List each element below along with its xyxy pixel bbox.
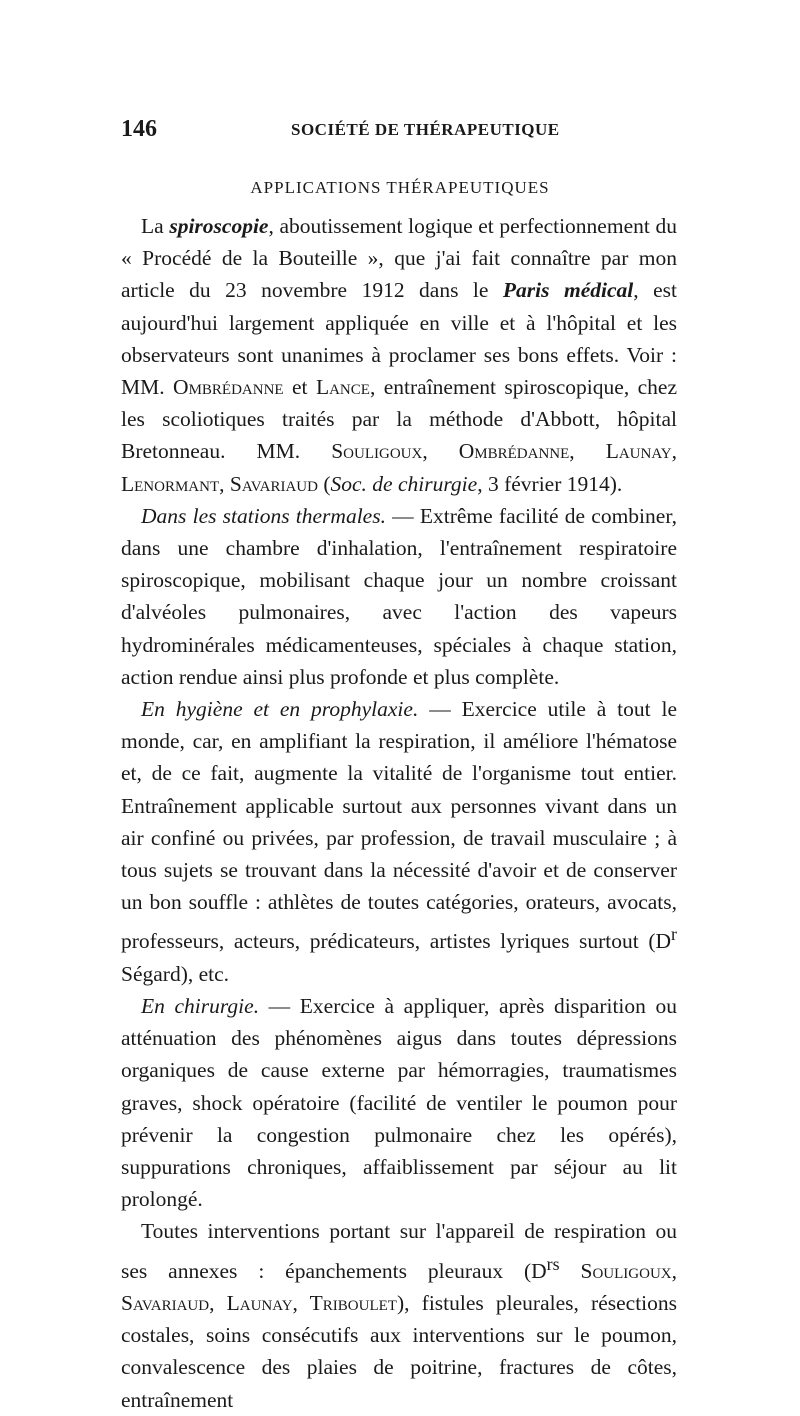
text-run: — Extrême facilité de combiner, dans une chambre d'inhalation, l'entraînement respiratoire spiroscopique, mobilisant chaque jour un nombre croissant d'alvéoles pulmonaires, avec l'action des vapeurs hydrominérales médicamenteuses, spéciales à chaque station, action rendue ainsi plus profonde et plus complète. — [121, 503, 677, 689]
subsection-heading: En hygiène et en prophylaxie. — [141, 697, 419, 722]
author-names: Souligoux, Ombrédanne, Launay, Lenormant, Savariaud — [121, 439, 677, 496]
text-run: , est aujourd'hui largement appliquée en ville et à l'hôpital et les observateurs sont unanimes à proclamer ses bons effets. Voir : MM. — [121, 278, 677, 400]
text-run: , aboutissement logique et perfectionnement du « Procédé de la Bouteille », que j'ai fait connaître par mon article du 23 novembre 1912 dans le — [121, 214, 677, 303]
section-title: APPLICATIONS THÉRAPEUTIQUES — [250, 178, 550, 197]
author-name: Ombrédanne — [173, 375, 284, 400]
superscript: rs — [546, 1253, 560, 1274]
paragraph-chirurgie — [121, 990, 677, 1215]
paragraph-spiroscopie — [121, 210, 677, 500]
page-header — [121, 116, 677, 146]
journal-name: Soc. de chirurgie — [330, 471, 478, 496]
text-run: Ségard), etc. — [121, 961, 230, 986]
subsection-heading: Dans les stations thermales. — [141, 503, 386, 528]
text-run: — Exercice à appliquer, après disparition ou atténuation des phénomènes aigus dans toutes dépressions organiques de cause externe par hémorragies, traumatismes graves, shock opératoire (facilité de ventiler le poumon pour prévenir la congestion pulmonaire chez les opérés), suppurations chroniques, affaiblissement par séjour au lit prolongé. — [121, 994, 677, 1212]
text-run — [560, 1259, 581, 1283]
subsection-heading: En chirurgie. — [141, 994, 260, 1019]
text-run: — Exercice utile à tout le monde, car, en amplifiant la respiration, il améliore l'hématose et, de ce fait, augmente la vitalité de l'organisme tout entier. Entraînement applicable surtout aux personnes vivant dans un air confiné ou privées, par profession, de travail musculaire ; à tous sujets se trouvant dans la nécessité d'avoir et de conserver un bon souffle : athlètes de toutes catégories, orateurs, avocats, professeurs, acteurs, prédicateurs, artistes lyriques surtout (D — [121, 697, 678, 954]
author-names: Souligoux, Savariaud, Launay, Triboulet — [121, 1258, 678, 1316]
text-run: La — [141, 214, 170, 238]
superscript: r — [671, 924, 677, 945]
body-text — [121, 210, 677, 1416]
text-run: Toutes interventions portant sur l'appareil de respiration ou ses annexes : épanchements pleuraux (D — [121, 1219, 677, 1283]
page-number: 146 — [121, 116, 157, 142]
paragraph-interventions — [121, 1215, 677, 1415]
paragraph-hygiene — [121, 693, 677, 990]
paragraph-stations-thermales — [121, 500, 677, 693]
text-run: ), fistules pleurales, résections costales, soins consécutifs aux interventions sur le poumon, convalescence des plaies de poitrine, fractures de côtes, entraînement — [121, 1291, 678, 1412]
text-run: et — [283, 375, 316, 400]
text-run: ( — [317, 471, 331, 496]
text-run: , entraînement spiroscopique, chez les scoliotiques traités par la méthode d'Abbott, hôpital Bretonneau. MM. — [121, 375, 678, 464]
text-run: , 3 février 1914). — [477, 471, 623, 496]
running-head: SOCIÉTÉ DE THÉRAPEUTIQUE — [291, 120, 560, 139]
journal-name: Paris médical — [502, 278, 634, 303]
term-spiroscopie: spiroscopie — [169, 214, 269, 238]
author-name: Lance — [315, 375, 370, 400]
